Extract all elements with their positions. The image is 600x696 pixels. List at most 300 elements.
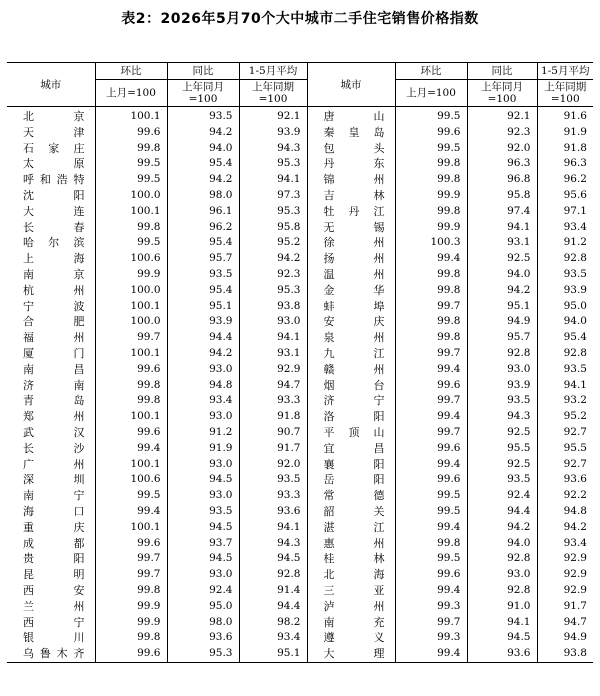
table-row [7,599,593,615]
table-row [7,283,593,299]
avg-value: 95.5 [537,441,593,457]
city-name: 太原 [23,157,85,171]
yoy-value: 95.0 [167,599,239,615]
mom-value: 99.4 [395,251,467,267]
mom-value: 100.6 [95,472,167,488]
mom-value: 99.6 [95,646,167,662]
avg-value: 95.3 [239,283,307,299]
city-name: 海口 [23,504,85,518]
avg-value: 91.6 [537,107,593,125]
table-row [7,536,593,552]
yoy-value: 94.5 [167,472,239,488]
city-name: 南京 [23,267,85,281]
yoy-value: 93.4 [167,393,239,409]
mom-value: 99.4 [95,504,167,520]
mom-value: 99.5 [95,488,167,504]
avg-value: 95.2 [239,235,307,251]
city-name: 烟台 [307,378,395,394]
mom-value: 99.4 [395,457,467,473]
yoy-value: 93.0 [167,457,239,473]
avg-value: 91.8 [239,409,307,425]
city-name: 大连 [23,204,85,218]
yoy-value: 94.4 [167,330,239,346]
mom-value: 99.8 [395,204,467,220]
city-name: 济宁 [307,393,395,409]
table-row [7,425,593,441]
yoy-value: 95.5 [467,441,537,457]
yoy-value: 93.5 [467,472,537,488]
yoy-value: 94.2 [467,520,537,536]
avg-value: 96.3 [537,156,593,172]
mom-value: 99.8 [95,393,167,409]
avg-value: 96.2 [537,172,593,188]
table-row [7,520,593,536]
yoy-value: 92.5 [467,425,537,441]
mom-value: 100.1 [95,409,167,425]
avg-value: 91.9 [537,125,593,141]
table-row [7,156,593,172]
table-row [7,235,593,251]
yoy-value: 94.2 [167,172,239,188]
city-name: 呼和浩特 [23,173,85,187]
mom-value: 99.6 [95,425,167,441]
yoy-value: 92.0 [467,141,537,157]
yoy-value: 91.0 [467,599,537,615]
city-name: 大理 [307,646,395,662]
mom-value: 99.5 [95,156,167,172]
mom-value: 99.6 [395,378,467,394]
yoy-value: 92.3 [467,125,537,141]
city-name: 贵阳 [23,552,85,566]
mom-value: 100.6 [95,251,167,267]
table-row [7,551,593,567]
mom-value: 100.1 [95,457,167,473]
yoy-value: 94.1 [467,615,537,631]
yoy-value: 93.6 [467,646,537,662]
mom-value: 100.1 [95,520,167,536]
yoy-value: 94.4 [467,504,537,520]
table-row [7,299,593,315]
avg-value: 98.2 [239,615,307,631]
avg-value: 93.5 [239,472,307,488]
avg-value: 92.9 [537,551,593,567]
yoy-value: 92.5 [467,251,537,267]
mom-value: 99.9 [95,267,167,283]
avg-value: 95.3 [239,204,307,220]
mom-value: 99.5 [395,488,467,504]
mom-value: 99.6 [395,441,467,457]
city-name: 重庆 [23,520,85,534]
avg-value: 93.4 [239,630,307,646]
yoy-value: 92.8 [467,583,537,599]
yoy-value: 95.8 [467,188,537,204]
table-row [7,409,593,425]
yoy-value: 93.7 [167,536,239,552]
mom-value: 100.1 [95,204,167,220]
mom-value: 99.7 [395,393,467,409]
city-name: 乌鲁木齐 [7,646,95,662]
yoy-value: 94.5 [167,520,239,536]
avg-value: 93.0 [239,314,307,330]
city-name: 岳阳 [307,472,395,488]
yoy-value: 94.5 [167,551,239,567]
mom-value: 99.8 [395,156,467,172]
table-row [7,141,593,157]
city-name: 济南 [23,378,85,392]
mom-value: 99.8 [395,283,467,299]
mom-value: 99.8 [95,583,167,599]
table-row [7,107,593,125]
yoy-value: 94.3 [467,409,537,425]
mom-value: 100.1 [95,299,167,315]
yoy-value: 94.2 [467,283,537,299]
table-row [7,362,593,378]
city-name: 锦州 [307,172,395,188]
yoy-value: 92.8 [467,551,537,567]
header-yoy-base-right: 上年同月=100 [467,80,537,107]
city-name: 沈阳 [23,188,85,202]
avg-value: 94.7 [239,378,307,394]
mom-value: 99.5 [95,235,167,251]
yoy-value: 98.0 [167,615,239,631]
header-mom-base-right: 上月=100 [395,80,467,107]
city-name: 昆明 [23,568,85,582]
city-name: 青岛 [23,394,85,408]
city-name: 南充 [307,615,395,631]
yoy-value: 94.2 [167,346,239,362]
city-name: 秦皇岛 [307,125,395,141]
mom-value: 99.7 [395,425,467,441]
avg-value: 97.1 [537,204,593,220]
city-name: 北京 [23,110,85,123]
avg-value: 94.2 [537,520,593,536]
avg-value: 93.2 [537,393,593,409]
avg-value: 94.9 [537,630,593,646]
city-name: 韶关 [307,504,395,520]
city-name: 南宁 [23,489,85,503]
yoy-value: 96.8 [467,172,537,188]
city-name: 常德 [307,488,395,504]
mom-value: 99.8 [95,141,167,157]
avg-value: 92.8 [537,251,593,267]
yoy-value: 92.4 [167,583,239,599]
mom-value: 99.7 [395,615,467,631]
city-name: 平顶山 [307,425,395,441]
yoy-value: 94.0 [467,536,537,552]
mom-value: 99.5 [395,141,467,157]
city-name: 安庆 [307,314,395,330]
avg-value: 92.2 [537,488,593,504]
table-row [7,378,593,394]
avg-value: 94.2 [239,251,307,267]
city-name: 遵义 [307,630,395,646]
table-title: 表2：2026年5月70个大中城市二手住宅销售价格指数 [121,11,479,27]
yoy-value: 92.4 [467,488,537,504]
city-name: 惠州 [307,536,395,552]
header-avg-left: 1-5月平均 [239,63,307,80]
city-name: 北海 [307,567,395,583]
city-name: 温州 [307,267,395,283]
yoy-value: 93.0 [167,362,239,378]
city-name: 武汉 [23,425,85,439]
mom-value: 99.6 [395,472,467,488]
city-name: 上海 [23,252,85,266]
mom-value: 99.8 [395,267,467,283]
avg-value: 94.1 [239,330,307,346]
header-avg-right: 1-5月平均 [537,63,593,80]
city-name: 湛江 [307,520,395,536]
yoy-value: 94.0 [167,141,239,157]
mom-value: 99.9 [95,615,167,631]
header-mom-left: 环比 [95,63,167,80]
table-body [7,107,593,663]
avg-value: 95.4 [537,330,593,346]
avg-value: 93.4 [537,220,593,236]
mom-value: 99.8 [95,630,167,646]
table-row [7,646,593,662]
table-row [7,583,593,599]
avg-value: 94.3 [239,141,307,157]
avg-value: 97.3 [239,188,307,204]
mom-value: 100.3 [395,235,467,251]
mom-value: 99.6 [95,362,167,378]
avg-value: 92.8 [537,346,593,362]
avg-value: 91.4 [239,583,307,599]
yoy-value: 93.6 [167,630,239,646]
city-name: 银川 [23,631,85,645]
table-row [7,204,593,220]
avg-value: 92.7 [537,425,593,441]
mom-value: 99.3 [395,599,467,615]
yoy-value: 95.7 [467,330,537,346]
yoy-value: 93.0 [167,409,239,425]
mom-value: 99.8 [395,172,467,188]
yoy-value: 93.5 [167,504,239,520]
avg-value: 94.0 [537,314,593,330]
mom-value: 99.5 [95,172,167,188]
city-name: 兰州 [23,599,85,613]
city-name: 西安 [23,583,85,597]
city-name: 成都 [23,536,85,550]
avg-value: 91.8 [537,141,593,157]
table-row [7,251,593,267]
city-name: 金华 [307,283,395,299]
yoy-value: 93.5 [167,267,239,283]
header-city-right: 城市 [307,63,395,107]
header-yoy-right: 同比 [467,63,537,80]
yoy-value: 91.2 [167,425,239,441]
price-index-table [7,62,593,663]
city-name: 宜昌 [307,441,395,457]
avg-value: 95.2 [537,409,593,425]
city-name: 唐山 [307,107,395,125]
avg-value: 95.1 [239,646,307,662]
avg-value: 94.1 [239,172,307,188]
yoy-value: 95.4 [167,156,239,172]
avg-value: 94.5 [239,551,307,567]
avg-value: 93.8 [239,299,307,315]
avg-value: 94.8 [537,504,593,520]
mom-value: 99.5 [395,551,467,567]
yoy-value: 93.0 [167,488,239,504]
city-name: 扬州 [307,251,395,267]
yoy-value: 97.4 [467,204,537,220]
city-name: 赣州 [307,362,395,378]
table-row [7,125,593,141]
yoy-value: 96.2 [167,220,239,236]
mom-value: 99.9 [395,188,467,204]
yoy-value: 95.1 [167,299,239,315]
table-row [7,504,593,520]
city-name: 洛阳 [307,409,395,425]
mom-value: 99.4 [395,583,467,599]
mom-value: 99.6 [95,536,167,552]
yoy-value: 94.2 [167,125,239,141]
avg-value: 95.3 [239,156,307,172]
avg-value: 92.7 [537,457,593,473]
yoy-value: 92.1 [467,107,537,125]
table-row [7,457,593,473]
table-row [7,220,593,236]
city-name: 九江 [307,346,395,362]
city-name: 石家庄 [23,141,85,155]
city-name: 哈尔滨 [23,236,85,250]
mom-value: 100.1 [95,346,167,362]
city-name: 深圳 [23,473,85,487]
avg-value: 95.6 [537,188,593,204]
yoy-value: 91.9 [167,441,239,457]
city-name: 泉州 [307,330,395,346]
city-name: 长沙 [23,441,85,455]
mom-value: 99.7 [95,567,167,583]
avg-value: 92.9 [537,583,593,599]
yoy-value: 95.4 [167,283,239,299]
avg-value: 94.1 [239,520,307,536]
table-row [7,393,593,409]
yoy-value: 95.3 [167,646,239,662]
mom-value: 100.0 [95,283,167,299]
avg-value: 91.2 [537,235,593,251]
avg-value: 91.7 [239,441,307,457]
yoy-value: 93.0 [167,567,239,583]
yoy-value: 94.5 [467,630,537,646]
table-row [7,188,593,204]
avg-value: 92.9 [537,567,593,583]
mom-value: 99.4 [395,520,467,536]
yoy-value: 95.4 [167,235,239,251]
mom-value: 99.4 [395,362,467,378]
header-yoy-base-left: 上年同月=100 [167,80,239,107]
avg-value: 93.1 [239,346,307,362]
mom-value: 99.4 [95,441,167,457]
yoy-value: 93.9 [167,314,239,330]
city-name: 襄阳 [307,457,395,473]
header-city-left: 城市 [7,63,95,107]
yoy-value: 93.0 [467,362,537,378]
city-name: 宁波 [23,299,85,313]
yoy-value: 92.5 [467,457,537,473]
city-name: 广州 [23,457,85,471]
yoy-value: 94.9 [467,314,537,330]
mom-value: 99.8 [95,378,167,394]
mom-value: 99.3 [395,630,467,646]
mom-value: 100.1 [95,107,167,125]
mom-value: 99.9 [95,599,167,615]
city-name: 郑州 [23,410,85,424]
mom-value: 99.8 [395,314,467,330]
header-mom-base-left: 上月=100 [95,80,167,107]
city-name: 南昌 [23,362,85,376]
mom-value: 99.9 [395,220,467,236]
mom-value: 99.7 [395,346,467,362]
avg-value: 93.8 [537,646,593,662]
mom-value: 99.7 [95,330,167,346]
city-name: 无锡 [307,220,395,236]
avg-value: 93.9 [537,283,593,299]
avg-value: 92.3 [239,267,307,283]
mom-value: 99.4 [395,409,467,425]
yoy-value: 94.8 [167,378,239,394]
avg-value: 93.9 [239,125,307,141]
city-name: 蚌埠 [307,299,395,315]
city-name: 桂林 [307,551,395,567]
city-name: 牡丹江 [307,204,395,220]
city-name: 泸州 [307,599,395,615]
yoy-value: 94.1 [467,220,537,236]
avg-value: 93.4 [537,536,593,552]
city-name: 徐州 [307,235,395,251]
table-row [7,567,593,583]
table-row [7,346,593,362]
yoy-value: 95.1 [467,299,537,315]
avg-value: 91.7 [537,599,593,615]
avg-value: 92.9 [239,362,307,378]
yoy-value: 93.5 [467,393,537,409]
avg-value: 93.5 [537,267,593,283]
table-row [7,172,593,188]
city-name: 吉林 [307,188,395,204]
city-name: 包头 [307,141,395,157]
avg-value: 94.7 [537,615,593,631]
yoy-value: 93.0 [467,567,537,583]
mom-value: 100.0 [95,188,167,204]
yoy-value: 95.7 [167,251,239,267]
header-yoy-left: 同比 [167,63,239,80]
table-row [7,314,593,330]
avg-value: 94.3 [239,536,307,552]
mom-value: 99.5 [395,504,467,520]
city-name: 杭州 [23,283,85,297]
mom-value: 99.8 [395,536,467,552]
avg-value: 94.1 [537,378,593,394]
mom-value: 99.7 [95,551,167,567]
table-row [7,267,593,283]
yoy-value: 96.1 [167,204,239,220]
mom-value: 99.8 [95,220,167,236]
yoy-value: 94.0 [467,267,537,283]
avg-value: 93.5 [537,362,593,378]
city-name: 西宁 [23,615,85,629]
avg-value: 92.0 [239,457,307,473]
header-avg-base-right: 上年同期=100 [537,80,593,107]
mom-value: 100.0 [95,314,167,330]
table-row [7,330,593,346]
city-name: 长春 [23,220,85,234]
avg-value: 95.0 [537,299,593,315]
avg-value: 95.8 [239,220,307,236]
mom-value: 99.6 [95,125,167,141]
avg-value: 93.6 [239,504,307,520]
